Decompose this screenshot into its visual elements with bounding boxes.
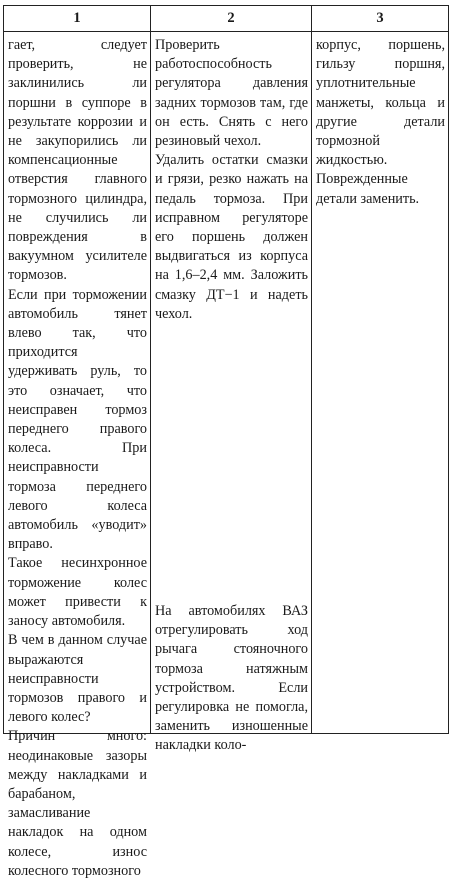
column-2-cell [151, 32, 312, 754]
body-row [4, 32, 449, 734]
instruction-table [3, 5, 449, 879]
col1-paragraph: Причин много: неодинаковые зазоры между накладками и барабаном, замасливание накладок на одном колесе, износ колесного тормозного [8, 728, 147, 879]
header-row [4, 6, 449, 32]
column-3-cell [312, 32, 449, 734]
col2-paragraph: Удалить остатки смазки и грязи, резко нажать на педаль тормоза. При исправном регуляторе его поршень должен выдвигаться из корпуса на 1,6–2,4 мм. Заложить смазку ДТ−1 и надеть чехол. [155, 152, 308, 322]
column-header-1: 1 [4, 6, 151, 32]
col2-paragraph: На автомобилях ВАЗ отрегулировать ход рычага стояночного тормоза натяжным устройством. Если регулировка не помогла, заменить изношенные накладки коло- [155, 603, 308, 754]
col1-paragraph: Такое несинхронное торможение колес может привести к заносу автомобиля. [8, 555, 147, 630]
page [3, 5, 447, 879]
col2-lower-block [155, 602, 308, 756]
col2-paragraph: Проверить работоспособность регулятора давления задних тормозов там, где он есть. Снять с него резиновый чехол. [155, 37, 308, 150]
col1-paragraph: гает, следует проверить, не заклинились ли поршни в суппоре в результате коррозии и не закупорились ли компенсационные отверстия главного тормозного цилиндра, не случились ли повреждения в вакуумном усилителе тормозов. [8, 37, 147, 284]
col3-paragraph: корпус, поршень, гильзу поршня, уплотнительные манжеты, кольца и другие детали тормозной жидкостью. Поврежденные детали заменить. [316, 37, 445, 207]
column-header-3: 3 [312, 6, 449, 32]
column-header-2: 2 [151, 6, 312, 32]
col1-paragraph: Если при торможении автомобиль тянет влево так, что приходится удерживать руль, то это означает, что неисправен тормоз переднего правого колеса. При неисправности тормоза переднего левого колеса автомобиль «уводит» вправо. [8, 286, 147, 553]
col1-paragraph: В чем в данном случае выражаются неисправности тормозов правого и левого колес? [8, 632, 147, 726]
column-1-cell [4, 32, 151, 879]
